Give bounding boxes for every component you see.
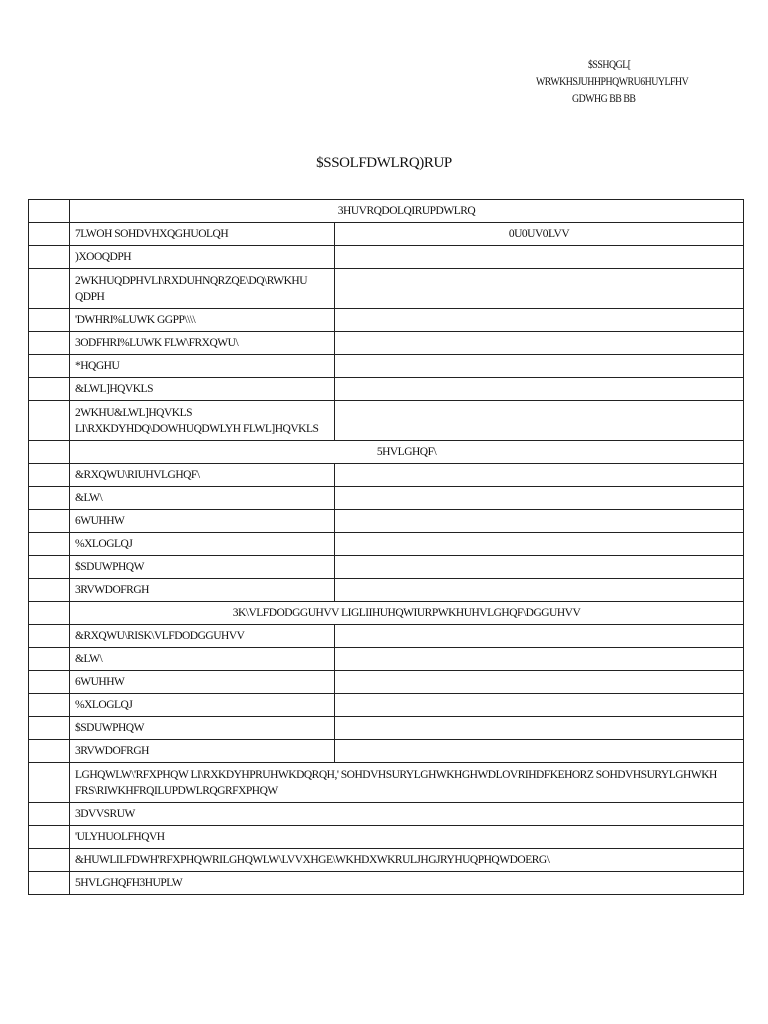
field-label: 6WUHHW (70, 510, 335, 533)
identity-document-label: 5HVLGHQFH3HUPLW (70, 872, 744, 895)
row-number-cell (29, 464, 70, 487)
form-row (29, 332, 744, 355)
field-label: 2WKHU&LWL]HQVKLS LI\RXKDYHDQ\DOWHUQDWLYH FLWL]HQVKLS (70, 401, 335, 441)
row-number-cell (29, 309, 70, 332)
field-value[interactable] (335, 625, 744, 648)
row-number-cell (29, 740, 70, 763)
field-label: %XLOGLQJ (70, 533, 335, 556)
row-number-cell (29, 332, 70, 355)
field-label: 'DWHRI%LUWK GGPP\\\\ (70, 309, 335, 332)
row-number-cell (29, 717, 70, 740)
identity-document-row (29, 872, 744, 895)
row-number-cell (29, 826, 70, 849)
field-label: 3RVWDOFRGH (70, 579, 335, 602)
row-number-cell (29, 533, 70, 556)
field-value[interactable] (335, 717, 744, 740)
row-number-cell (29, 200, 70, 223)
row-number-cell (29, 625, 70, 648)
row-number-cell (29, 246, 70, 269)
row-number-cell (29, 694, 70, 717)
identity-document-label: 3DVVSRUW (70, 803, 744, 826)
section-heading-row (29, 441, 744, 464)
form-row (29, 487, 744, 510)
field-value[interactable] (335, 533, 744, 556)
form-row (29, 625, 744, 648)
application-form-table (28, 199, 744, 895)
row-number-cell (29, 803, 70, 826)
identity-document-row (29, 803, 744, 826)
appendix-label: $SSHQGL[ (588, 57, 631, 71)
identity-document-row (29, 763, 744, 803)
form-row (29, 378, 744, 401)
form-row (29, 223, 744, 246)
form-row (29, 648, 744, 671)
row-number-cell (29, 849, 70, 872)
field-label: 6WUHHW (70, 671, 335, 694)
form-row (29, 246, 744, 269)
page-title: $SSOLFDWLRQ)RUP (316, 155, 452, 171)
row-number-cell (29, 671, 70, 694)
form-row (29, 355, 744, 378)
form-row (29, 740, 744, 763)
section-heading: 5HVLGHQF\ (70, 441, 744, 464)
field-value[interactable] (335, 740, 744, 763)
field-label: 3RVWDOFRGH (70, 740, 335, 763)
field-value[interactable] (335, 309, 744, 332)
field-label: $SDUWPHQW (70, 556, 335, 579)
row-number-cell (29, 602, 70, 625)
row-number-cell (29, 579, 70, 602)
field-value[interactable]: 0U0UV0LVV (335, 223, 744, 246)
field-label: &LWL]HQVKLS (70, 378, 335, 401)
field-value[interactable] (335, 246, 744, 269)
field-label: *HQGHU (70, 355, 335, 378)
form-row (29, 401, 744, 441)
section-heading: 3HUVRQDOLQIRUPDWLRQ (70, 200, 744, 223)
form-row (29, 579, 744, 602)
row-number-cell (29, 378, 70, 401)
row-number-cell (29, 648, 70, 671)
row-number-cell (29, 355, 70, 378)
field-label: &LW\ (70, 487, 335, 510)
field-value[interactable] (335, 487, 744, 510)
section-heading-row (29, 200, 744, 223)
section-heading-row (29, 602, 744, 625)
row-number-cell (29, 510, 70, 533)
form-row (29, 533, 744, 556)
field-value[interactable] (335, 332, 744, 355)
row-number-cell (29, 763, 70, 803)
field-label: )XOOQDPH (70, 246, 335, 269)
section-heading: 3K\VLFDODGGUHVV LIGLIIHUHQWIURPWKHUHVLGHQF\DGGUHVV (70, 602, 744, 625)
row-number-cell (29, 269, 70, 309)
field-value[interactable] (335, 355, 744, 378)
field-value[interactable] (335, 269, 744, 309)
field-label: %XLOGLQJ (70, 694, 335, 717)
form-row (29, 556, 744, 579)
form-row (29, 309, 744, 332)
form-row (29, 269, 744, 309)
row-number-cell (29, 441, 70, 464)
identity-document-label: 'ULYHUOLFHQVH (70, 826, 744, 849)
row-number-cell (29, 401, 70, 441)
identity-document-row (29, 849, 744, 872)
field-label: $SDUWPHQW (70, 717, 335, 740)
row-number-cell (29, 556, 70, 579)
field-value[interactable] (335, 579, 744, 602)
form-row (29, 510, 744, 533)
field-value[interactable] (335, 648, 744, 671)
row-number-cell (29, 872, 70, 895)
field-label: &RXQWU\RISK\VLFDODGGUHVV (70, 625, 335, 648)
form-row (29, 694, 744, 717)
identity-document-label: &HUWLILFDWH'RFXPHQWRILGHQWLW\LVVXHGE\WKHDXWKRULJHGJRYHUQPHQWDOERG\ (70, 849, 744, 872)
field-value[interactable] (335, 464, 744, 487)
form-row (29, 464, 744, 487)
field-label: 2WKHUQDPHVLI\RXDUHNQRZQE\DQ\RWKHU QDPH (70, 269, 335, 309)
field-label: &LW\ (70, 648, 335, 671)
field-value[interactable] (335, 378, 744, 401)
form-row (29, 671, 744, 694)
identity-document-label: LGHQWLW\'RFXPHQW LI\RXKDYHPRUHWKDQRQH,' SOHDVHSURYLGHWKHGHWDLOVRIHDFKEHORZ SOHDVHSURYLGHWKH FRS\RIWKHFRQILUPDWLRQGRFXPHQW (70, 763, 744, 803)
row-number-cell (29, 487, 70, 510)
row-number-cell (29, 223, 70, 246)
field-label: 7LWOH SOHDVHXQGHUOLQH (70, 223, 335, 246)
field-value[interactable] (335, 671, 744, 694)
agreement-reference: WRWKHSJUHHPHQWRU6HUYLFHV (536, 74, 689, 88)
agreement-date: GDWHG BB BB (572, 91, 636, 105)
field-value[interactable] (335, 510, 744, 533)
identity-document-row (29, 826, 744, 849)
field-value[interactable] (335, 401, 744, 441)
form-row (29, 717, 744, 740)
field-value[interactable] (335, 556, 744, 579)
field-value[interactable] (335, 694, 744, 717)
field-label: 3ODFHRI%LUWK FLW\FRXQWU\ (70, 332, 335, 355)
field-label: &RXQWU\RIUHVLGHQF\ (70, 464, 335, 487)
